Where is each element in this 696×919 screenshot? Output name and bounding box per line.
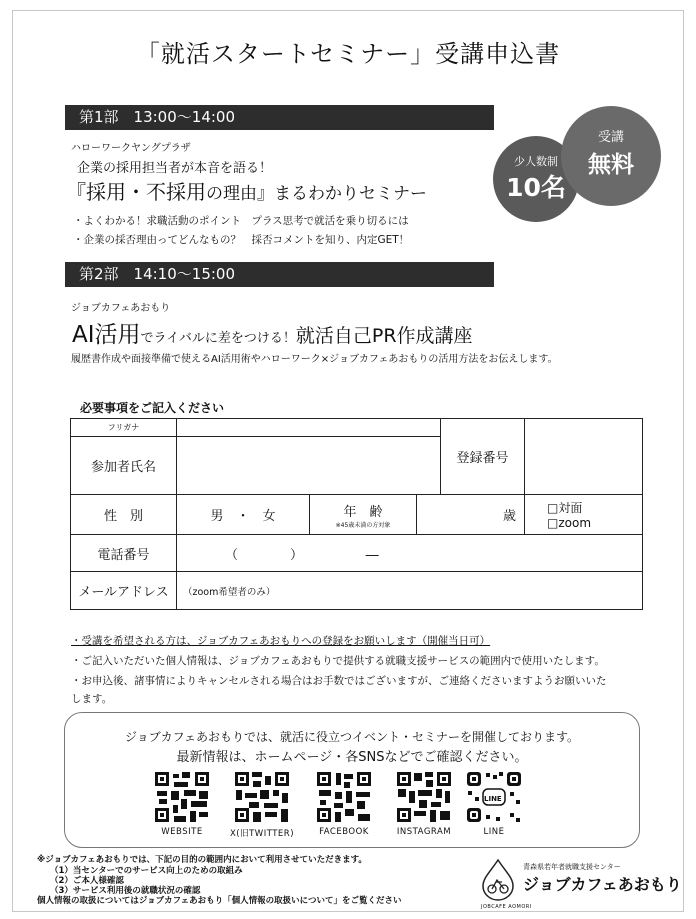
part1-bullet-2: ・企業の採否理由ってどんなもの？ 採否コメントを知り、内定GET！ <box>73 234 410 246</box>
part1-seminar-title <box>66 176 427 205</box>
line-badge-text: LINE <box>484 795 502 803</box>
qr-label-line: LINE <box>483 827 505 837</box>
note-cancel-cont: します。 <box>71 693 113 705</box>
footer-privacy-note: 個人情報の取扱についてはジョブカフェあおもり「個人情報の取扱いについて」をご覧ください <box>37 896 402 906</box>
qr-facebook-icon[interactable] <box>316 771 372 823</box>
note-registration: ・受講を希望される方は、ジョブカフェあおもりへの登録をお願いします（開催当日可） <box>71 635 491 647</box>
logo-organization: 青森県若年者就職支援センター <box>523 863 621 871</box>
part1-lead: 企業の採用担当者が本音を語る！ <box>77 161 273 176</box>
logo-subtitle: JOBCAFE AOMORI <box>481 904 532 910</box>
gender-options[interactable]: 男 ・ 女 <box>177 495 310 535</box>
email-note: （zoom希望者のみ） <box>183 586 276 598</box>
gender-label: 性 別 <box>71 495 177 535</box>
qr-website-icon[interactable] <box>154 771 210 823</box>
phone-field[interactable] <box>177 535 643 572</box>
note-cancel: ・お申込後、諸事情によりキャンセルされる場合はお手数ではございますが、ご連絡くださいますようお願いいた <box>71 675 607 687</box>
age-label: 年 齢 <box>343 504 383 520</box>
qr-instagram-icon[interactable] <box>396 771 452 823</box>
registration-number-field[interactable] <box>525 419 643 495</box>
part1-header-bar: 第1部 13:00〜14:00 <box>65 105 494 130</box>
fee-badge <box>561 106 661 206</box>
furigana-field[interactable] <box>177 419 441 437</box>
note-privacy: ・ご記入いただいた個人情報は、ジョブカフェあおもりで提供する就職支援サービスの範囲内で使用いたします。 <box>71 655 605 667</box>
qr-label-facebook: FACEBOOK <box>319 827 369 837</box>
capacity-value: 10名 <box>506 173 566 202</box>
age-field[interactable] <box>417 495 525 535</box>
furigana-label: フリガナ <box>71 419 177 437</box>
info-line-1: ジョブカフェあおもりでは、就活に役立つイベント・セミナーを開催しております。 <box>124 730 580 744</box>
info-line-2: 最新情報は、ホームページ・各SNSなどでご確認ください。 <box>176 750 528 765</box>
logo-name: ジョブカフェあおもり <box>523 875 682 894</box>
part1-seminar-title-b: の理由』まるわかりセミナー <box>206 184 427 204</box>
part2-description: 履歴書作成や面接準備で使えるAI活用術やハローワーク×ジョブカフェあおもりの活用方法をお伝えします。 <box>71 354 558 365</box>
capacity-label: 少人数制 <box>514 155 558 168</box>
participant-name-label: 参加者氏名 <box>71 437 177 495</box>
qr-label-x: X(旧TWITTER) <box>229 829 295 839</box>
part2-title-ai: AI活用 <box>72 322 141 348</box>
part2-header-bar: 第2部 14:10〜15:00 <box>65 262 494 287</box>
age-unit: 歳 <box>503 509 517 524</box>
registration-number-label: 登録番号 <box>441 419 525 495</box>
email-field[interactable] <box>177 572 643 610</box>
footer-purpose-note: ※ジョブカフェあおもりでは、下記の目的の範囲内において利用させていただきます。 <box>37 855 367 865</box>
email-label: メールアドレス <box>71 572 177 610</box>
application-table <box>70 418 643 610</box>
part1-organizer: ハローワークヤングプラザ <box>71 143 191 154</box>
part2-seminar-title <box>72 316 473 349</box>
attendance-options <box>525 495 643 535</box>
age-label-cell <box>310 495 417 535</box>
footer-purpose-1: （1）当センターでのサービス向上のための取組み <box>50 866 243 876</box>
part1-bullet-1: ・よくわかる！求職活動のポイント プラス思考で就活を乗り切るには <box>73 215 409 227</box>
qr-label-website: WEBSITE <box>161 827 203 837</box>
phone-area-paren: （ ） <box>224 547 303 563</box>
phone-dash: ― <box>365 547 379 563</box>
option-face-to-face[interactable]: □対面 <box>547 501 583 515</box>
form-heading: 必要事項をご記入ください <box>80 401 225 415</box>
age-note: ※45歳未満の方対象 <box>335 521 391 529</box>
fee-label: 受講 <box>597 130 624 145</box>
part2-title-small: でライバルに差をつける！ <box>140 331 296 346</box>
info-box <box>64 712 640 848</box>
participant-name-field[interactable] <box>177 437 441 495</box>
qr-x-icon[interactable] <box>234 771 290 823</box>
option-zoom[interactable]: □zoom <box>547 516 592 530</box>
footer-purpose-2: （2）ご本人様確認 <box>50 876 124 886</box>
form-title: 「就活スタートセミナー」受講申込書 <box>135 40 561 68</box>
jobcafe-logo-icon <box>478 858 518 902</box>
phone-label: 電話番号 <box>71 535 177 572</box>
fee-value: 無料 <box>588 152 634 178</box>
footer-purpose-3: （3）サービス利用後の就職状況の確認 <box>50 886 201 896</box>
part1-seminar-title-a: 『採用・不採用 <box>66 180 206 204</box>
part2-organizer: ジョブカフェあおもり <box>71 303 171 314</box>
qr-label-instagram: INSTAGRAM <box>396 827 452 837</box>
part2-title-rest: 就活自己PR作成講座 <box>295 325 473 347</box>
